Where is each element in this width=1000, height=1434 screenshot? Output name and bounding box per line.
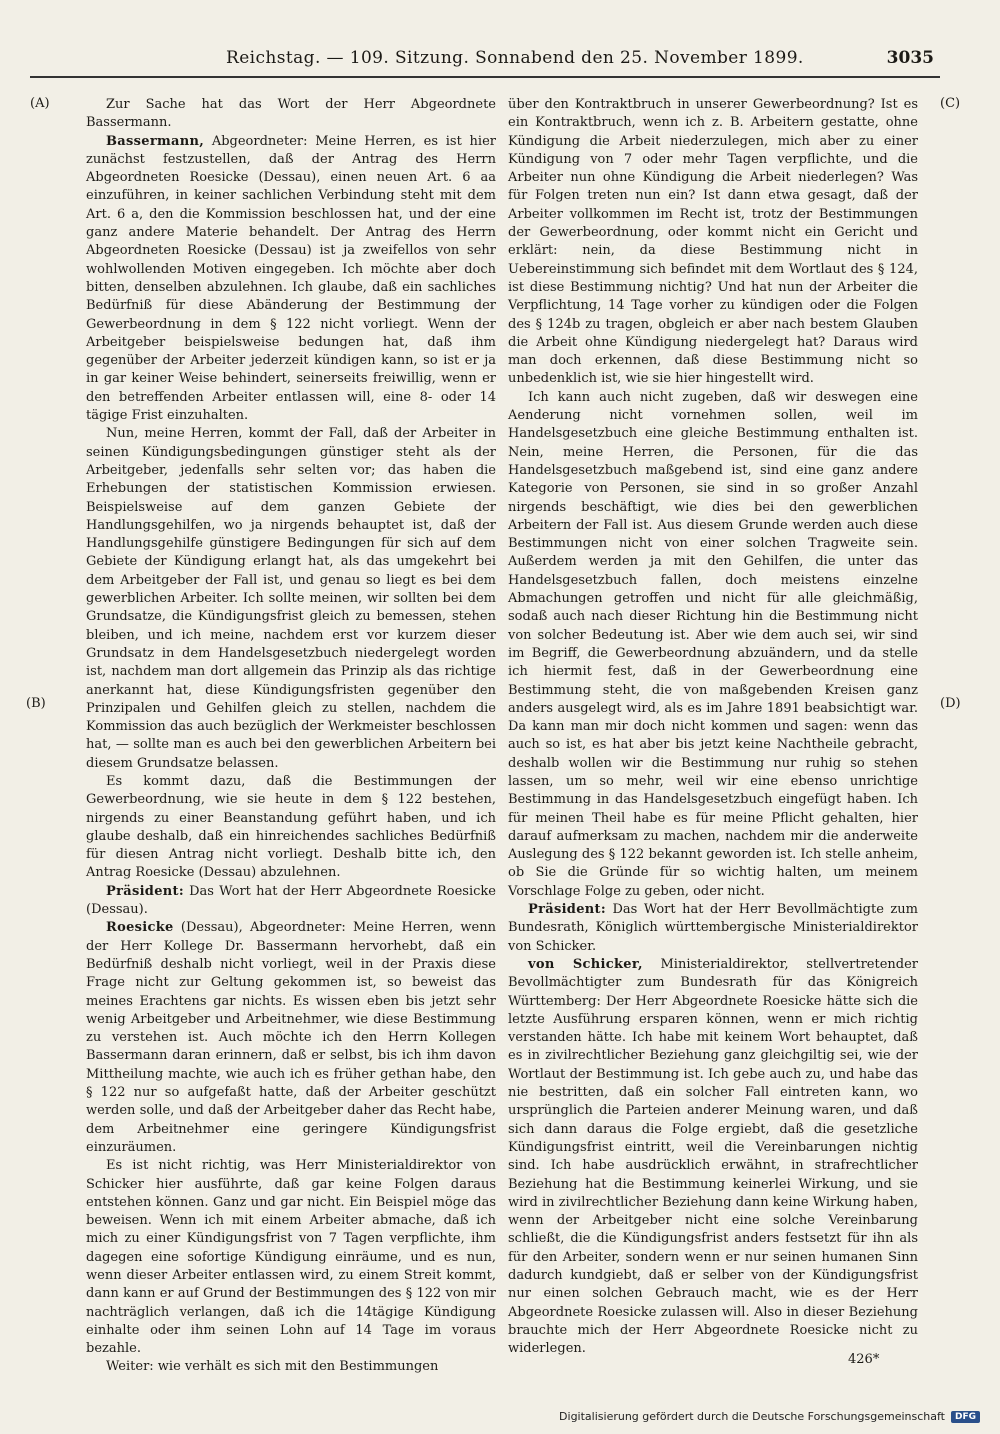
paragraph bbox=[86, 1358, 496, 1376]
left-column bbox=[86, 96, 496, 1377]
paragraph bbox=[86, 425, 496, 773]
sheet-marker: 426* bbox=[848, 1352, 880, 1367]
credit-text: Digitalisierung gefördert durch die Deutsche Forschungsgemeinschaft bbox=[559, 1410, 945, 1423]
right-column bbox=[508, 96, 918, 1358]
paragraph-text: (Dessau), Abgeordneter: Meine Herren, wenn der Herr Kollege Dr. Bassermann hervorhebt, daß ein Bedürfniß deshalb nicht vorliegt, weil in der Praxis diese Frage nicht zur Geltung gekommen ist, so beweist das meines Erachtens gar nichts. Es wissen eben bis jetzt sehr wenig Arbeitgeber und Arbeitnehmer, wie diese Bestimmung zu verstehen ist. Auch möchte ich den Herrn Kollegen Bassermann daran erinnern, daß er selbst, bis ich ihm davon Mittheilung machte, wie auch ich es früher gethan habe, den § 122 nur so aufgefaßt hatte, daß der Arbeiter geschützt werden solle, und daß der Arbeitgeber daher das Recht habe, dem Arbeitnehmer eine geringere Kündigungsfrist einzuräumen. bbox=[86, 920, 496, 1155]
margin-marker-b: (B) bbox=[26, 696, 46, 711]
page-title: Reichstag. — 109. Sitzung. Sonnabend den 25. November 1899. bbox=[226, 48, 804, 68]
page-header bbox=[30, 44, 940, 78]
paragraph bbox=[86, 883, 496, 920]
speaker-name: Roesicke bbox=[106, 920, 174, 936]
paragraph-text: Das Wort hat der Herr Abgeordnete Roesicke (Dessau). bbox=[86, 883, 496, 918]
margin-marker-d: (D) bbox=[940, 696, 961, 711]
speaker-name: Bassermann, bbox=[106, 133, 205, 149]
paragraph bbox=[508, 96, 918, 389]
paragraph bbox=[86, 919, 496, 1157]
dfg-logo: DFG bbox=[951, 1411, 980, 1423]
paragraph bbox=[508, 389, 918, 901]
paragraph-text: Zur Sache hat das Wort der Herr Abgeordnete Bassermann. bbox=[86, 97, 496, 131]
paragraph-text: Es kommt dazu, daß die Bestimmungen der Gewerbeordnung, wie sie heute in dem § 122 bestehen, nirgends zu einer Beanstandung geführt haben, und ich glaube deshalb, daß ein hinreichendes sachliches Bedürfniß für diesen Antrag nicht vorliegt. Deshalb bitte ich, den Antrag Roesicke (Dessau) abzulehnen. bbox=[86, 773, 496, 881]
paragraph-text: Ich kann auch nicht zugeben, daß wir deswegen eine Aenderung nicht vornehmen sollen, weil im Handelsgesetzbuch eine gleiche Bestimmung enthalten ist. Nein, meine Herren, die Personen, für die das Handelsgesetzbuch maßgebend ist, sind eine ganz andere Kategorie von Personen, sie sind in so großer Anzahl nirgends beschäftigt, wie dies bei den gewerblichen Arbeitern der Fall ist. Aus diesem Grunde werden auch diese Bestimmungen nicht von einer solchen Tragweite sein. Außerdem werden ja mit den Gehilfen, die unter das Handelsgesetzbuch fallen, doch meistens einzelne Abmachungen getroffen und nicht für alle gleichmäßig, sodaß auch nach dieser Richtung hin die Bestimmung nicht von solcher Bedeutung ist. Aber wie dem auch sei, wir sind im Begriff, die Gewerbeordnung abzuändern, und da stelle ich hiermit fest, daß in der Gewerbeordnung eine Bestimmung steht, die von maßgebenden Kreisen ganz anders ausgelegt wird, als es im Jahre 1891 beabsichtigt war. Da kann man mir doch nicht kommen und sagen: wenn das auch so ist, es hat aber bis jetzt keine Nachtheile gebracht, deshalb wollen wir die Bestimmung nur ruhig so stehen lassen, um so mehr, weil wir eine ebenso unrichtige Bestimmung in das Handelsgesetzbuch eingefügt haben. Ich für meinen Theil habe es für meine Pflicht gehalten, hier darauf aufmerksam zu machen, nachdem mir die anderweite Auslegung des § 122 bekannt geworden ist. Ich stelle anheim, ob Sie die Gründe für so wichtig halten, um meinem Vorschlage Folge zu geben, oder nicht. bbox=[508, 389, 918, 899]
paragraph-text: Nun, meine Herren, kommt der Fall, daß der Arbeiter in seinen Kündigungsbedingungen günstiger steht als der Arbeitgeber, jedenfalls sehr selten vor; das haben die Erhebungen der statistischen Kommission erwiesen. Beispielsweise auf dem ganzen Gebiete der Handlungsgehilfen, wo ja nirgends behauptet ist, daß der Handlungsgehilfe günstigere Bedingungen für sich auf dem Gebiete der Kündigung erlangt hat, als das umgekehrt bei dem Arbeitgeber der Fall ist, und genau so liegt es bei dem gewerblichen Arbeiter. Ich sollte meinen, wir sollten bei dem Grundsatze, die Kündigungsfrist gleich zu bemessen, stehen bleiben, und ich meine, nachdem erst vor kurzem dieser Grundsatz in dem Handelsgesetzbuch niedergelegt worden ist, nachdem man dort allgemein das Prinzip als das richtige anerkannt hat, diese Kündigungsfristen gegenüber den Prinzipalen und Gehilfen gleich zu stellen, nachdem die Kommission das auch bezüglich der Werkmeister beschlossen hat, — sollte man es auch bei den gewerblichen Arbeitern bei diesem Grundsatze belassen. bbox=[86, 426, 496, 771]
paragraph-text: Es ist nicht richtig, was Herr Ministerialdirektor von Schicker hier ausführte, daß gar keine Folgen daraus entstehen können. Ganz und gar nicht. Ein Beispiel möge das beweisen. Wenn ich mit einem Arbeiter abmache, daß ich mich zu einer Kündigungsfrist von 7 Tagen verpflichte, ihm dagegen eine sofortige Kündigung einräume, und es nun, wenn dieser Arbeiter entlassen wird, zu einem Streit kommt, dann kann er auf Grund der Bestimmungen des § 122 von mir nachträglich verlangen, daß ich die 14tägige Kündigung einhalte oder ihm seinen Lohn auf 14 Tage im voraus bezahle. bbox=[86, 1158, 496, 1357]
paragraph-text: Abgeordneter: Meine Herren, es ist hier zunächst festzustellen, daß der Antrag des Herrn Abgeordneten Roesicke (Dessau), einen neuen Art. 6 aa einzuführen, in keiner sachlichen Verbindung steht mit dem Art. 6 a, den die Kommission beschlossen hat, und der eine ganz andere Materie behandelt. Der Antrag des Herrn Abgeordneten Roesicke (Dessau) ist ja zweifellos von sehr wohlwollenden Motiven eingegeben. Ich möchte aber doch bitten, denselben abzulehnen. Ich glaube, daß ein sachliches Bedürfniß für diese Abänderung der Bestimmung der Gewerbeordnung in dem § 122 nicht vorliegt. Wenn der Arbeitgeber beispielsweise bedungen hat, daß ihm gegenüber der Arbeiter jederzeit kündigen kann, so ist er ja in gar keiner Weise behindert, seinerseits freiwillig, wenn er den betreffenden Arbeiter entlassen will, eine 8- oder 14 tägige Frist einzuhalten. bbox=[86, 133, 496, 424]
paragraph bbox=[508, 901, 918, 956]
speaker-name: Präsident: bbox=[106, 883, 184, 899]
page-number: 3035 bbox=[886, 48, 934, 68]
paragraph-text: über den Kontraktbruch in unserer Gewerbeordnung? Ist es ein Kontraktbruch, wenn ich z. B. Arbeitern gestatte, ohne Kündigung die Arbeit niederzulegen, mich aber zu einer Kündigung von 7 oder mehr Tagen verpflichte, und die Arbeiter nun ohne Kündigung die Arbeit niederlegen? Was für Folgen treten nun ein? Ist dann etwa gesagt, daß der Arbeiter vollkommen im Recht ist, trotz der Bestimmungen der Gewerbeordnung, oder kommt nicht ein Gericht und erklärt: nein, da diese Bestimmung nicht in Uebereinstimmung sich befindet mit dem Wortlaut des § 124, ist diese Bestimmung nichtig? Und hat nun der Arbeiter die Verpflichtung, 14 Tage vorher zu kündigen oder die Folgen des § 124b zu tragen, obgleich er aber nach bestem Glauben die Arbeit ohne Kündigung niedergelegt hat? Daraus wird man doch erkennen, daß diese Bestimmung nicht so unbedenklich ist, wie sie hier hingestellt wird. bbox=[508, 97, 918, 387]
paragraph bbox=[86, 96, 496, 133]
speaker-name: Präsident: bbox=[528, 902, 606, 918]
paragraph-text: Das Wort hat der Herr Bevollmächtigte zum Bundesrath, Königlich württembergische Ministerialdirektor von Schicker. bbox=[508, 902, 918, 954]
paragraph bbox=[86, 773, 496, 883]
paragraph bbox=[508, 956, 918, 1359]
paragraph-text: Weiter: wie verhält es sich mit den Bestimmungen bbox=[106, 1359, 439, 1375]
digitization-credit bbox=[559, 1410, 980, 1423]
paragraph bbox=[86, 133, 496, 426]
paragraph-text: Ministerialdirektor, stellvertretender Bevollmächtigter zum Bundesrath für das Königreich Württemberg: Der Herr Abgeordnete Roesicke hätte sich die letzte Ausführung ersparen können, wenn er mich richtig verstanden hätte. Ich habe mit keinem Wort behauptet, daß es in zivilrechtlicher Beziehung ganz gleichgiltig sei, wie der Wortlaut der Bestimmung ist. Ich gebe auch zu, und habe das nie bestritten, daß ein solcher Fall eintreten kann, wo ursprünglich die Parteien anderer Meinung waren, und daß sich dann daraus die Folge ergiebt, daß die gesetzliche Kündigungsfrist eintritt, weil die Vereinbarungen nichtig sind. Ich habe ausdrücklich erwähnt, in strafrechtlicher Beziehung hat die Bestimmung keinerlei Wirkung, und sie wird in zivilrechtlicher Beziehung dann keine Wirkung haben, wenn der Arbeitgeber nicht eine solche Vereinbarung schließt, die die Kündigungsfrist anders festsetzt für ihn als für den Arbeiter, sondern wenn er nur seinen humanen Sinn dadurch kundgiebt, daß er selber von der Kündigungsfrist nur einen solchen Gebrauch macht, wie es der Herr Abgeordnete Roesicke zulassen will. Also in dieser Beziehung brauchte mich der Herr Abgeordnete Roesicke nicht zu widerlegen. bbox=[508, 956, 919, 1357]
speaker-name: von Schicker, bbox=[528, 956, 643, 972]
paragraph bbox=[86, 1157, 496, 1358]
margin-marker-c: (C) bbox=[940, 96, 961, 111]
margin-marker-a: (A) bbox=[30, 96, 50, 111]
